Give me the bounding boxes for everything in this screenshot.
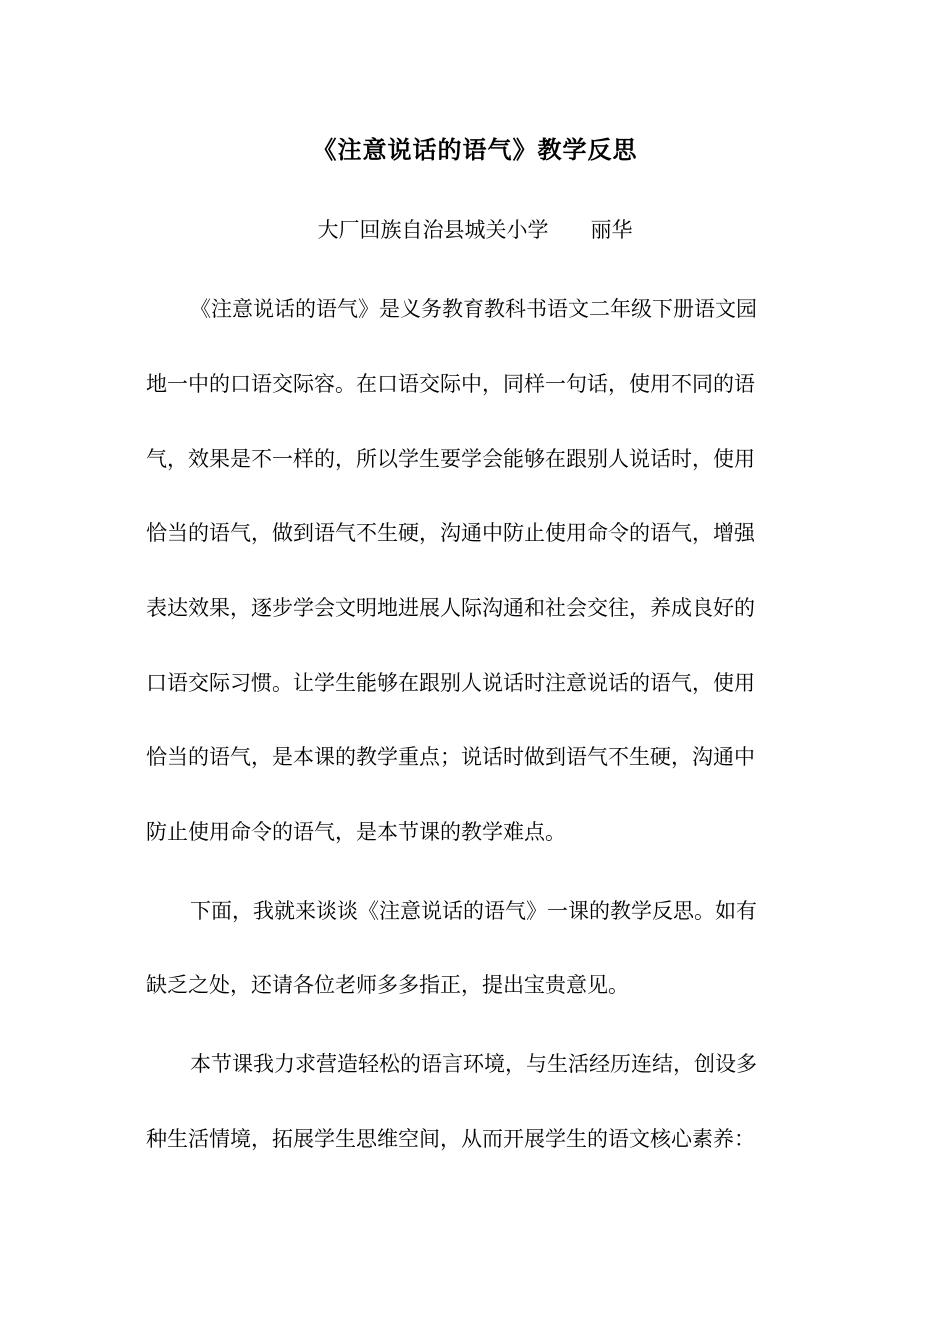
paragraph-line: 本节课我力求营造轻松的语言环境，与生活经历连结，创设多 — [190, 1052, 757, 1076]
paragraph-line: 恰当的语气，做到语气不生硬，沟通中防止使用命令的语气，增强 — [146, 521, 755, 545]
paragraph-line: 地一中的口语交际容。在口语交际中，同样一句话，使用不同的语 — [146, 372, 755, 396]
paragraph-line: 下面，我就来谈谈《注意说话的语气》一课的教学反思。如有 — [190, 899, 757, 923]
paragraph-line: 缺乏之处，还请各位老师多多指正，提出宝贵意见。 — [146, 973, 629, 997]
paragraph-line: 表达效果，逐步学会文明地进展人际沟通和社会交往，养成良好的 — [146, 596, 755, 620]
byline — [0, 212, 950, 248]
paragraph-line: 防止使用命令的语气，是本节课的教学难点。 — [146, 820, 566, 844]
byline-author: 丽华 — [590, 218, 633, 242]
paragraph-line: 种生活情境，拓展学生思维空间，从而开展学生的语文核心素养： — [146, 1127, 755, 1151]
byline-school: 大厂回族自治县城关小学 — [317, 218, 549, 242]
paragraph-line: 《注意说话的语气》是义务教育教科书语文二年级下册语文园 — [190, 297, 757, 321]
paragraph-line: 气，效果是不一样的，所以学生要学会能够在跟别人说话时，使用 — [146, 447, 755, 471]
document-title: 《注意说话的语气》教学反思 — [312, 135, 638, 164]
paragraph-line: 口语交际习惯。让学生能够在跟别人说话时注意说话的语气，使用 — [146, 671, 755, 695]
paragraph-line: 恰当的语气，是本课的教学重点；说话时做到语气不生硬，沟通中 — [146, 745, 755, 769]
